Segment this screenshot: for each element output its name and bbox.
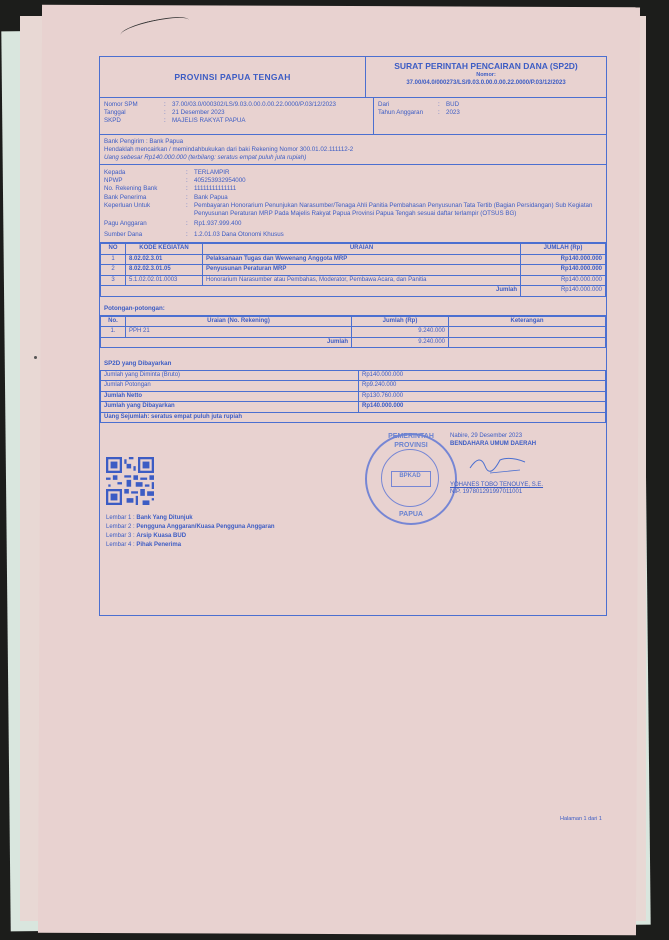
pagu-label: Pagu Anggaran bbox=[104, 220, 147, 228]
total-value: Rp140.000.000 bbox=[521, 286, 606, 297]
sp2d-number: 37.00/04.0/000273/LS/9.03.0.00.0.00.22.0000/P.03/12/2023 bbox=[406, 79, 566, 86]
sign-name: YOHANES TOBO TENOUYE, S.E. bbox=[450, 481, 544, 488]
row-kode: 8.02.02.3.01.05 bbox=[126, 265, 203, 276]
row-jumlah: Rp140.000.000 bbox=[521, 254, 606, 265]
signature-block bbox=[450, 433, 543, 497]
sp2d-row-label: Jumlah Netto bbox=[101, 391, 359, 402]
sp2d-row-value: Rp140.000.000 bbox=[359, 370, 606, 381]
sign-position: BENDAHARA UMUM DAERAH bbox=[450, 440, 537, 447]
pot-total-label: Jumlah bbox=[101, 337, 352, 348]
total-label: Jumlah bbox=[101, 286, 521, 297]
sign-nip: NIP. 197801291997011001 bbox=[450, 489, 523, 496]
keperluan-label: Keperluan Untuk bbox=[104, 201, 151, 209]
pot-col-ket: Keterangan bbox=[449, 316, 606, 327]
row-jumlah: Rp140.000.000 bbox=[521, 275, 606, 286]
bank-pengirim: Bank Pengirim : Bank Papua bbox=[104, 138, 184, 145]
keperluan: Pembayaran Honorarium Penunjukan Narasumber/Tenaga Ahli Panitia Pembahasan Penyusunan Tata Tertib (Bagian Persidangan) Sub Kegiatan Penyusunan Peraturan MRP Pada Majelis Rakyat Papua Provinsi Papua Tengah sesuai daftar terlampir (OTSUS BG) bbox=[194, 201, 593, 217]
sign-place-date: Nabire, 29 Desember 2023 bbox=[450, 433, 523, 440]
sp2d-row-label: Jumlah Potongan bbox=[101, 381, 359, 392]
pot-col-uraian: Uraian (No. Rekening) bbox=[126, 316, 352, 327]
kepada-label: Kepada bbox=[104, 168, 126, 176]
list-item: Lembar 3 : Arsip Kuasa BUD bbox=[106, 532, 187, 539]
page-footer: Halaman 1 dari 1 bbox=[560, 816, 602, 822]
pot-col-no: No. bbox=[101, 316, 126, 327]
table-row bbox=[101, 275, 606, 286]
row-kode: 8.02.02.3.01 bbox=[126, 254, 203, 265]
row-kode: 5.1.02.02.01.0003 bbox=[126, 275, 203, 286]
row-uraian: Pelaksanaan Tugas dan Wewenang Anggota MRP bbox=[203, 254, 521, 265]
rekening-label: No. Rekening Bank bbox=[104, 185, 158, 193]
bank-penerima-label: Bank Penerima bbox=[104, 193, 147, 201]
rekening: 11111111111111 bbox=[194, 185, 237, 193]
terbilang: Uang Sejumlah: seratus empat puluh juta rupiah bbox=[101, 412, 606, 423]
stamp-top-text: PEMERINTAH PROVINSI bbox=[388, 433, 434, 449]
pot-total-value: 9.240.000 bbox=[352, 337, 449, 348]
sp2d-title: SURAT PERINTAH PENCAIRAN DANA (SP2D) bbox=[394, 61, 578, 71]
list-item: Lembar 2 : Pengguna Anggaran/Kuasa Pengguna Anggaran bbox=[106, 523, 275, 530]
sp2d-row-value: Rp9.240.000 bbox=[359, 381, 606, 392]
table-row bbox=[101, 370, 606, 381]
stamp-center-text: BPKAD bbox=[399, 473, 421, 480]
npwp: 405253932954000 bbox=[194, 177, 246, 184]
tahun-label: Tahun Anggaran bbox=[378, 108, 424, 116]
tanggal: 21 Desember 2023 bbox=[172, 108, 225, 116]
nomor-spm: 37.00/03.0/000302/LS/9.03.0.00.0.00.22.0000/P.03/12/2023 bbox=[172, 101, 337, 108]
col-uraian: URAIAN bbox=[203, 244, 521, 255]
skpd-label: SKPD bbox=[104, 116, 121, 124]
row-no: 3 bbox=[101, 275, 126, 286]
sp2d-table bbox=[100, 370, 606, 424]
lembar-list bbox=[106, 513, 275, 551]
sumber: 1.2.01.03 Dana Otonomi Khusus bbox=[194, 231, 284, 238]
table-row bbox=[101, 265, 606, 276]
sumber-label: Sumber Dana bbox=[104, 231, 143, 238]
npwp-label: NPWP bbox=[104, 177, 123, 184]
sp2d-row-value: Rp140.000.000 bbox=[359, 402, 606, 413]
table-row bbox=[101, 254, 606, 265]
stamp-bottom-text: PAPUA bbox=[399, 511, 423, 519]
sp2d-row-value: Rp130.760.000 bbox=[359, 391, 606, 402]
rekening-line: Hendaklah mencairkan / memindahbukukan dari baki Rekening Nomor 300.01.02.111112-2 bbox=[104, 145, 354, 153]
pagu: Rp1.937.999.400 bbox=[194, 220, 242, 228]
row-no: 1 bbox=[101, 254, 126, 265]
form-header bbox=[100, 57, 606, 98]
pot-row-ket bbox=[449, 327, 606, 338]
col-kode: KODE KEGIATAN bbox=[126, 244, 203, 255]
nomor-spm-label: Nomor SPM bbox=[104, 101, 138, 108]
col-no: NO bbox=[101, 244, 126, 255]
qr-code-icon bbox=[106, 457, 154, 505]
list-item: Lembar 1 : Bank Yang Ditunjuk bbox=[106, 514, 193, 521]
info-block: Kepada : TERLAMPIR NPWP : 405253932954000 No. Rekening Bank : 11111111111111 Bank Penerima : Bank Papua Keperluan Untuk : Pembayaran Honorarium Penunjukan Narasumber/Tenaga Ahli Panitia Pembahasan Penyusunan Tata Tertib (Bagian Persidangan) Sub Kegiatan Penyusunan Peraturan MRP Pada Majelis Rakyat Papua Provinsi Papua Tengah sesuai daftar terlampir (OTSUS BG) Pagu Anggaran : Rp1.937.999.400 Sumber Dana : 1.2.01.03 Dana Otonomi Khusus bbox=[100, 165, 606, 243]
pot-row-jumlah: 9.240.000 bbox=[352, 327, 449, 338]
sp2d-paid-title: SP2D yang Dibayarkan bbox=[104, 360, 172, 367]
sp2d-row-label: Jumlah yang Diminta (Bruto) bbox=[101, 370, 359, 381]
list-item: Lembar 4 : Pihak Penerima bbox=[106, 541, 182, 548]
kegiatan-table bbox=[100, 243, 606, 297]
row-uraian: Penyusunan Peraturan MRP bbox=[203, 265, 521, 276]
skpd: MAJELIS RAKYAT PAPUA bbox=[172, 116, 246, 124]
table-row bbox=[101, 391, 606, 402]
potongan-title: Potongan-potongan: bbox=[100, 303, 606, 316]
signature-scribble bbox=[450, 448, 530, 478]
province-title: PROVINSI PAPUA TENGAH bbox=[100, 57, 366, 97]
pot-row-uraian: PPH 21 bbox=[126, 327, 352, 338]
official-stamp bbox=[365, 433, 457, 525]
bank-penerima: Bank Papua bbox=[194, 193, 228, 201]
uang-sebesar: Uang sebesar Rp140.000.000 (terbilang: seratus empat puluh juta rupiah) bbox=[104, 153, 307, 161]
tanggal-label: Tanggal bbox=[104, 108, 126, 116]
sp2d-form bbox=[99, 56, 607, 616]
sp2d-row-label: Jumlah yang Dibayarkan bbox=[101, 402, 359, 413]
row-jumlah: Rp140.000.000 bbox=[521, 265, 606, 276]
bank-text bbox=[100, 135, 606, 165]
dari: BUD bbox=[446, 101, 460, 108]
sp2d-title-block bbox=[366, 57, 606, 97]
tahun: 2023 bbox=[446, 108, 460, 116]
dari-label: Dari bbox=[378, 101, 390, 108]
col-jumlah: JUMLAH (Rp) bbox=[521, 244, 606, 255]
pot-row-no: 1. bbox=[101, 327, 126, 338]
signature-area bbox=[100, 423, 606, 573]
row-uraian: Honorarium Narasumber atau Pembahas, Moderator, Pembawa Acara, dan Panitia bbox=[203, 275, 521, 286]
kepada: TERLAMPIR bbox=[194, 168, 230, 176]
table-row bbox=[101, 402, 606, 413]
table-row bbox=[101, 381, 606, 392]
spm-block: Nomor SPM : 37.00/03.0/000302/LS/9.03.0.00.0.00.22.0000/P.03/12/2023 Tanggal : 21 Desember 2023 SKPD : MAJELIS RAKYAT PAPUA Dari : BUD Tahun Anggaran : 2023 bbox=[100, 98, 606, 135]
dot-mark bbox=[34, 356, 37, 359]
row-no: 2 bbox=[101, 265, 126, 276]
potongan-table bbox=[100, 316, 606, 349]
table-row bbox=[101, 327, 606, 338]
pot-col-jumlah: Jumlah (Rp) bbox=[352, 316, 449, 327]
nomor-label: Nomor: bbox=[476, 71, 496, 78]
